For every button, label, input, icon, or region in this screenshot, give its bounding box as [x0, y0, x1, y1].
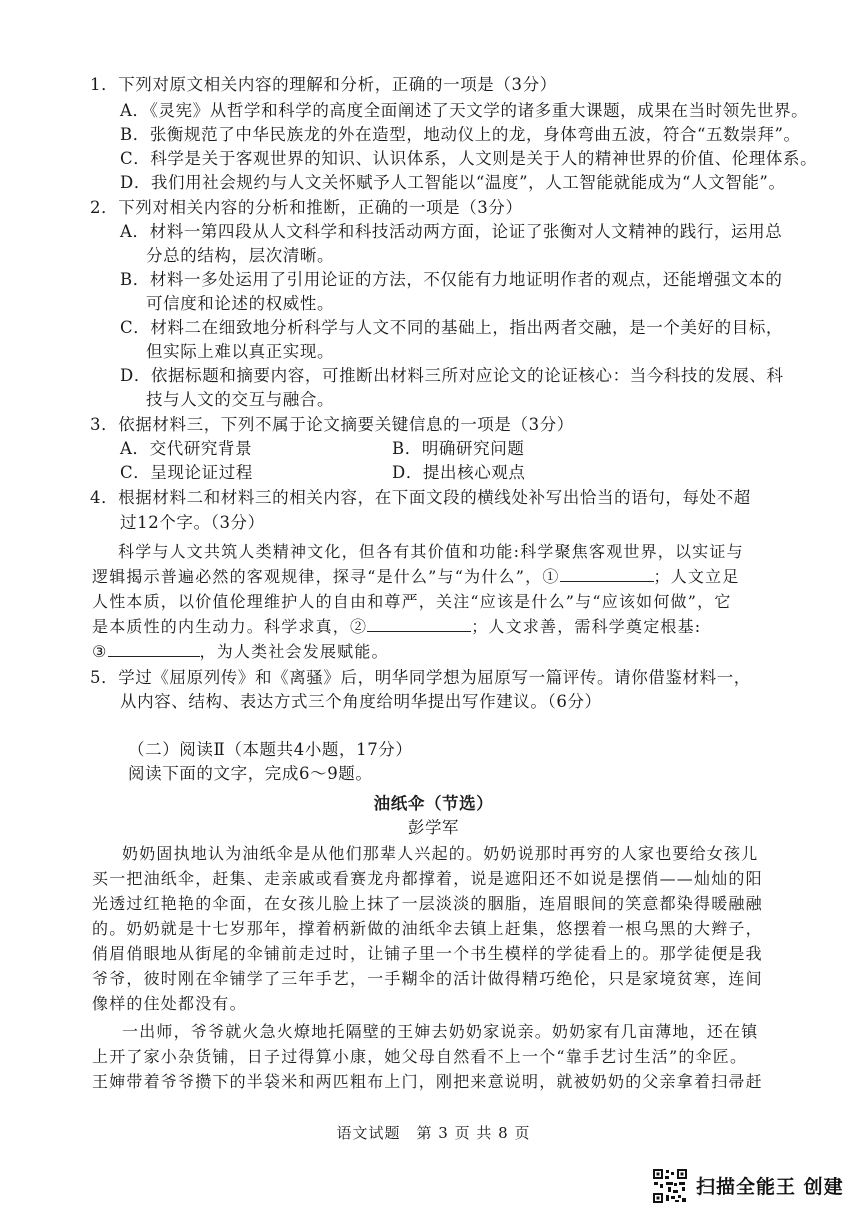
page-footer: 语文试题 第 3 页 共 8 页 — [336, 1124, 531, 1142]
q3-option-b: B．明确研究问题 — [392, 439, 525, 458]
q1-option-c: C．科学是关于客观世界的知识、认识体系，人文则是关于人的精神世界的价值、伦理体系。 — [120, 149, 818, 168]
q4-passage-text: ③ — [92, 642, 108, 661]
q3-stem: 3．依据材料三，下列不属于论文摘要关键信息的一项是（3分） — [90, 415, 574, 434]
q2-option-c: C．材料二在细致地分析科学与人文不同的基础上，指出两者交融，是一个美好的目标， — [120, 318, 784, 337]
answer-blank-2[interactable] — [367, 615, 471, 632]
q4-passage-line-3: 人性本质，以价值伦理维护人的自由和尊严，关注“应该是什么”与“应该如何做”，它 — [92, 592, 732, 611]
article-line: 一出师，爷爷就火急火燎地托隔壁的王婶去奶奶家说亲。奶奶家有几亩薄地，还在镇 — [122, 1022, 759, 1041]
q4-passage-text: ；人文求善，需科学奠定根基: — [471, 617, 702, 636]
q2-option-c-cont: 但实际上难以真正实现。 — [146, 342, 335, 361]
article-author: 彭学军 — [407, 818, 460, 837]
q1-stem: 1．下列对原文相关内容的理解和分析，正确的一项是（3分） — [90, 75, 557, 94]
q4-passage-line-2 — [92, 565, 740, 589]
q2-option-d-cont: 技与人文的交互与融合。 — [146, 390, 335, 409]
q5-stem: 5．学过《屈原列传》和《离骚》后，明华同学想为屈原写一篇评传。请你借鉴材料一， — [90, 668, 751, 687]
q1-option-d: D．我们用社会规约与人文关怀赋予人工智能以“温度”，人工智能就能成为“人文智能”。 — [120, 173, 786, 192]
article-line: 光透过红艳艳的伞面，在女孩儿脸上抹了一层淡淡的胭脂，连眉眼间的笑意都染得暖融融 — [92, 894, 763, 913]
q4-passage-text: ，为人类社会发展赋能。 — [199, 642, 389, 661]
q5-stem-cont: 从内容、结构、表达方式三个角度给明华提出写作建议。（6分） — [120, 692, 602, 711]
q3-option-d: D．提出核心观点 — [392, 463, 526, 482]
article-line: 奶奶固执地认为油纸伞是从他们那辈人兴起的。奶奶说那时再穷的人家也要给女孩儿 — [122, 844, 759, 863]
article-line: 上开了家小杂货铺，日子过得算小康，她父母自然看不上一个“靠手艺讨生活”的伞匠。 — [92, 1047, 748, 1066]
article-line: 爷爷，彼时刚在伞铺学了三年手艺，一手糊伞的活计做得精巧绝伦，只是家境贫寒，连间 — [92, 969, 763, 988]
article-line: 买一把油纸伞，赶集、走亲戚或看赛龙舟都撑着，说是遮阳还不如说是摆俏——灿灿的阳 — [92, 869, 763, 888]
q4-passage-line-4 — [92, 615, 701, 639]
q4-passage-line-5 — [92, 640, 389, 664]
section-instruction: 阅读下面的文字，完成6～9题。 — [128, 764, 373, 783]
q2-option-b: B．材料一多处运用了引用论证的方法，不仅能有力地证明作者的观点，还能增强文本的 — [120, 270, 783, 289]
q2-stem: 2．下列对相关内容的分析和推断，正确的一项是（3分） — [90, 198, 523, 217]
q3-option-a: A．交代研究背景 — [120, 439, 253, 458]
qr-code-icon — [652, 1168, 688, 1204]
article-line: 俏眉俏眼地从街尾的伞铺前走过时，让铺子里一个书生模样的学徒看上的。那学徒便是我 — [92, 944, 763, 963]
answer-blank-1[interactable] — [560, 565, 654, 582]
section-heading: （二）阅读Ⅱ（本题共4小题，17分） — [128, 740, 413, 759]
q4-passage-line-1: 科学与人文共筑人类精神文化，但各有其价值和功能:科学聚焦客观世界，以实证与 — [118, 542, 744, 561]
scanner-watermark — [652, 1164, 862, 1208]
article-line: 像样的住处都没有。 — [92, 994, 247, 1013]
q2-option-a-cont: 分总的结构，层次清晰。 — [146, 246, 335, 265]
q4-stem-cont: 过12个字。（3分） — [120, 513, 265, 532]
article-title: 油纸伞（节选） — [373, 794, 494, 813]
q2-option-d: D．依据标题和摘要内容，可推断出材料三所对应论文的论证核心：当今科技的发展、科 — [120, 366, 784, 385]
q2-option-b-cont: 可信度和论述的权威性。 — [146, 294, 335, 313]
scanner-label: 扫描全能王 创建 — [696, 1176, 844, 1198]
q4-passage-text: ；人文立足 — [653, 567, 740, 586]
q2-option-a: A．材料一第四段从人文科学和科技活动两方面，论证了张衡对人文精神的践行，运用总 — [120, 222, 783, 241]
article-line: 的。奶奶就是十七岁那年，撑着柄新做的油纸伞去镇上赶集，悠摆着一根乌黑的大辫子， — [92, 919, 763, 938]
q4-stem: 4．根据材料二和材料三的相关内容，在下面文段的横线处补写出恰当的语句，每处不超 — [90, 488, 751, 507]
article-line: 王婶带着爷爷攒下的半袋米和两匹粗布上门，刚把来意说明，就被奶奶的父亲拿着扫帚赶 — [92, 1072, 763, 1091]
q1-option-a: A．《灵宪》从哲学和科学的高度全面阐述了天文学的诸多重大课题，成果在当时领先世界。 — [120, 101, 809, 120]
q3-option-c: C．呈现论证过程 — [120, 463, 253, 482]
q4-passage-text: 逻辑揭示普遍必然的客观规律，探寻“是什么”与“为什么”，① — [92, 567, 560, 586]
q1-option-b: B．张衡规范了中华民族龙的外在造型，地动仪上的龙，身体弯曲五波，符合“五数崇拜”。 — [120, 125, 801, 144]
answer-blank-3[interactable] — [108, 640, 200, 657]
q4-passage-text: 是本质性的内生动力。科学求真，② — [92, 617, 368, 636]
